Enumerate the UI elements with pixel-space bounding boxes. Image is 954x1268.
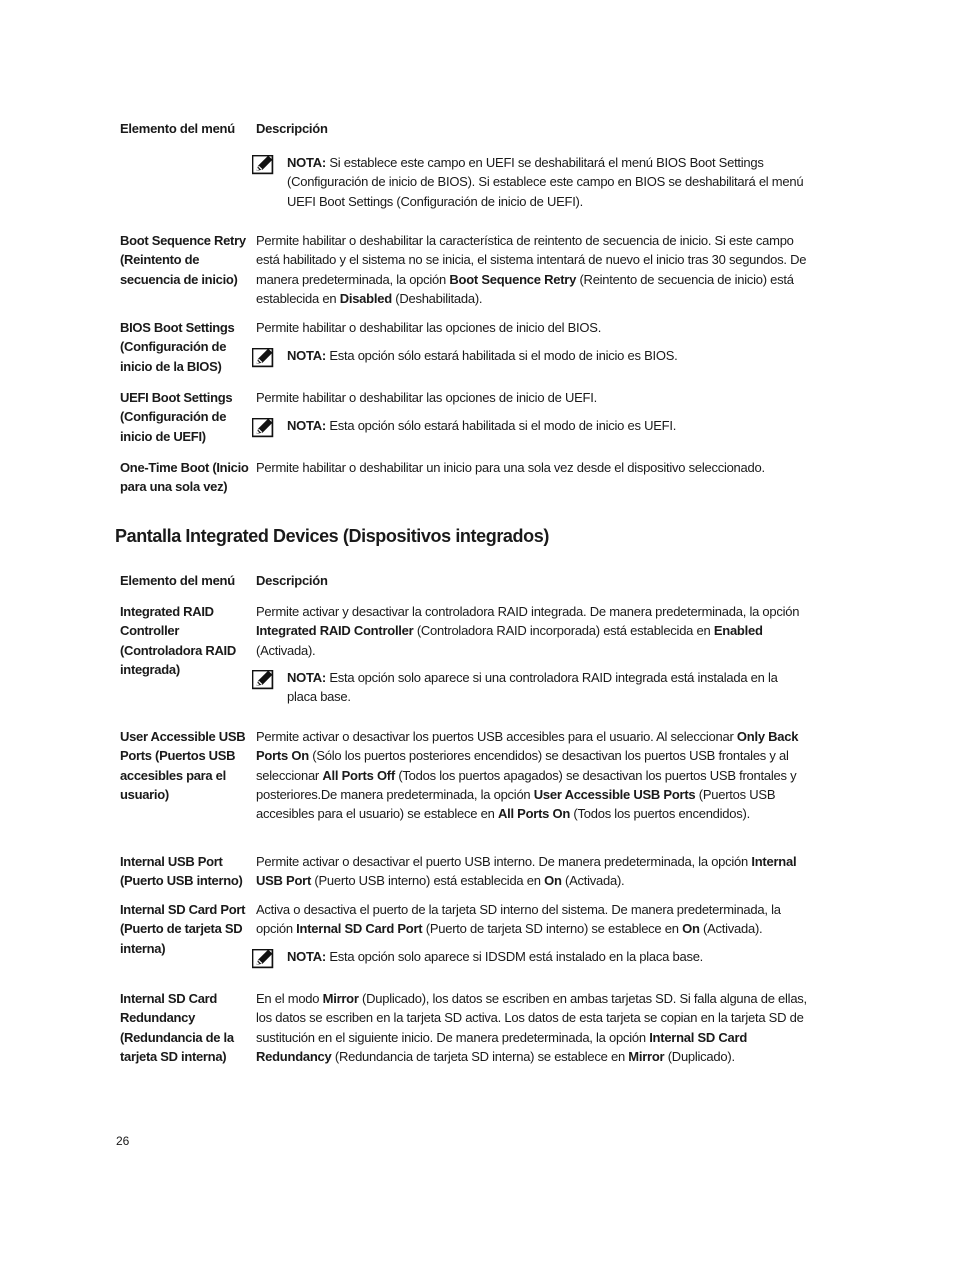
description-integrated-raid-controller (256, 602, 808, 660)
desc-text: Permite activar o desactivar los puertos USB accesibles para el usuario. Al seleccionar (256, 729, 737, 744)
note-pencil-icon (252, 155, 274, 175)
desc-text: (Controladora RAID incorporada) está establecida en (413, 623, 714, 639)
desc-text: En el modo (256, 991, 323, 1006)
menu-item-one-time-boot: One-Time Boot (Inicio para una sola vez) (120, 460, 249, 495)
table2-header-description: Descripción (256, 573, 328, 588)
option-name: Internal SD Card Port (296, 921, 423, 937)
option-value: Mirror (322, 991, 359, 1006)
note-pencil-icon (252, 348, 274, 368)
table1-header-item: Elemento del menú (120, 121, 235, 136)
option-value: Enabled (713, 623, 763, 639)
note-text: Esta opción sólo estará habilitada si el modo de inicio es UEFI. (325, 418, 677, 433)
description-one-time-boot: Permite habilitar o deshabilitar un inicio para una sola vez desde el dispositivo seleccionado. (256, 460, 765, 475)
description-uefi-boot-settings: Permite habilitar o deshabilitar las opciones de inicio de UEFI. (256, 390, 597, 405)
option-value: All Ports On (497, 806, 571, 822)
note-label: NOTA: (287, 155, 326, 170)
description-internal-sd-card-redundancy (256, 989, 808, 1066)
option-value: Disabled (339, 290, 392, 306)
note-bios-boot-settings (252, 346, 808, 368)
option-name: User Accessible USB Ports (533, 786, 696, 802)
desc-text: (Puerto de tarjeta SD interno) se establece en (422, 921, 683, 937)
note-pencil-icon (252, 949, 274, 969)
option-name: Only Back Ports On (256, 729, 799, 764)
option-name: Boot Sequence Retry (449, 271, 577, 287)
menu-item-uefi-boot-settings: UEFI Boot Settings (Configuración de inicio de UEFI) (120, 390, 233, 444)
note-pencil-icon (252, 670, 274, 690)
note-label: NOTA: (287, 949, 326, 964)
desc-text: (Sólo los puertos posteriores encendidos) se desactivan los puertos USB frontales y al seleccionar (256, 748, 789, 783)
desc-text: (Deshabilitada). (391, 290, 483, 306)
desc-text: (Todos los puertos apagados) se desactivan los puertos USB frontales y posteriores.De manera predeterminada, la opción (256, 767, 797, 802)
desc-text: (Duplicado), los datos se escriben en ambas tarjetas SD. Si falla alguna de ellas, los datos se escriben en la tarjeta SD activa. Los datos de esta tarjeta se copian en la tarjeta SD de sustitución en el siguiente inicio. De manera predeterminada, la opción (256, 991, 807, 1045)
menu-item-internal-sd-card-redundancy: Internal SD Card Redundancy (Redundancia de la tarjeta SD interna) (120, 991, 234, 1064)
desc-text: (Activada). (561, 873, 625, 889)
page-number: 26 (116, 1134, 130, 1148)
desc-text: (Activada). (699, 921, 763, 937)
section-title: Pantalla Integrated Devices (Dispositivos integrados) (115, 526, 549, 546)
menu-item-bios-boot-settings: BIOS Boot Settings (Configuración de inicio de la BIOS) (120, 320, 235, 374)
desc-text: (Duplicado). (664, 1048, 735, 1064)
menu-item-boot-sequence-retry: Boot Sequence Retry (Reintento de secuencia de inicio) (120, 233, 246, 287)
description-internal-usb-port (256, 852, 808, 891)
description-user-accessible-usb-ports (256, 727, 808, 823)
note-label: NOTA: (287, 348, 326, 363)
option-value: On (544, 873, 562, 889)
option-value: On (682, 921, 700, 937)
desc-text: (Todos los puertos encendidos). (570, 806, 750, 822)
description-bios-boot-settings: Permite habilitar o deshabilitar las opciones de inicio del BIOS. (256, 320, 602, 335)
option-name: Integrated RAID Controller (256, 623, 414, 639)
note-uefi-boot-settings (252, 416, 808, 438)
desc-text: (Activada). (256, 642, 316, 658)
note-integrated-raid-controller (252, 668, 808, 710)
desc-text: Activa o desactiva el puerto de la tarjeta SD interno del sistema. De manera predeterminada, la opción (256, 902, 781, 937)
option-name: Internal USB Port (256, 854, 797, 889)
desc-text: (Puerto USB interno) está establecida en (311, 873, 545, 889)
note-text: Esta opción solo aparece si IDSDM está instalado en la placa base. (325, 949, 704, 964)
note-label: NOTA: (287, 670, 326, 685)
desc-text: Permite habilitar o deshabilitar la característica de reintento de secuencia de inicio. Si este campo está habilitado y el sistema no se inicia, el sistema intentará de nuevo el inicio tras 30 segundos. De manera predeterminada, la opción (256, 233, 807, 287)
note-pencil-icon (252, 418, 274, 438)
desc-text: Permite activar o desactivar el puerto USB interno. De manera predeterminada, la opción (256, 854, 752, 869)
description-boot-sequence-retry (256, 231, 808, 308)
option-name: All Ports Off (322, 767, 395, 783)
desc-text: (Redundancia de tarjeta SD interna) se establece en (331, 1048, 629, 1064)
note-text: Si establece este campo en UEFI se deshabilitará el menú BIOS Boot Settings (Configuración de inicio de BIOS). Si establece este campo en BIOS se deshabilitará el menú UEFI Boot Settings (Configuración de inicio de UEFI). (287, 155, 804, 209)
desc-text: (Puertos USB accesibles para el usuario) se establece en (256, 786, 776, 822)
table2-header-item: Elemento del menú (120, 573, 235, 588)
description-internal-sd-card-port (256, 900, 808, 939)
option-value: Mirror (628, 1048, 665, 1064)
desc-text: (Reintento de secuencia de inicio) está establecida en (256, 271, 794, 306)
table1-header-description: Descripción (256, 121, 328, 136)
menu-item-internal-sd-card-port: Internal SD Card Port (Puerto de tarjeta SD interna) (120, 902, 246, 956)
note-label: NOTA: (287, 418, 326, 433)
desc-text: Permite activar y desactivar la controladora RAID integrada. De manera predeterminada, la opción (256, 604, 800, 619)
menu-item-internal-usb-port: Internal USB Port (Puerto USB interno) (120, 854, 243, 889)
top-note (252, 153, 808, 213)
menu-item-integrated-raid-controller: Integrated RAID Controller (Controladora RAID integrada) (120, 604, 236, 677)
note-internal-sd-card-port (252, 947, 808, 969)
note-text: Esta opción sólo estará habilitada si el modo de inicio es BIOS. (325, 348, 678, 363)
note-text: Esta opción solo aparece si una controladora RAID integrada está instalada en la placa base. (287, 670, 778, 705)
menu-item-user-accessible-usb-ports: User Accessible USB Ports (Puertos USB accesibles para el usuario) (120, 729, 246, 802)
option-name: Internal SD Card Redundancy (256, 1029, 748, 1064)
